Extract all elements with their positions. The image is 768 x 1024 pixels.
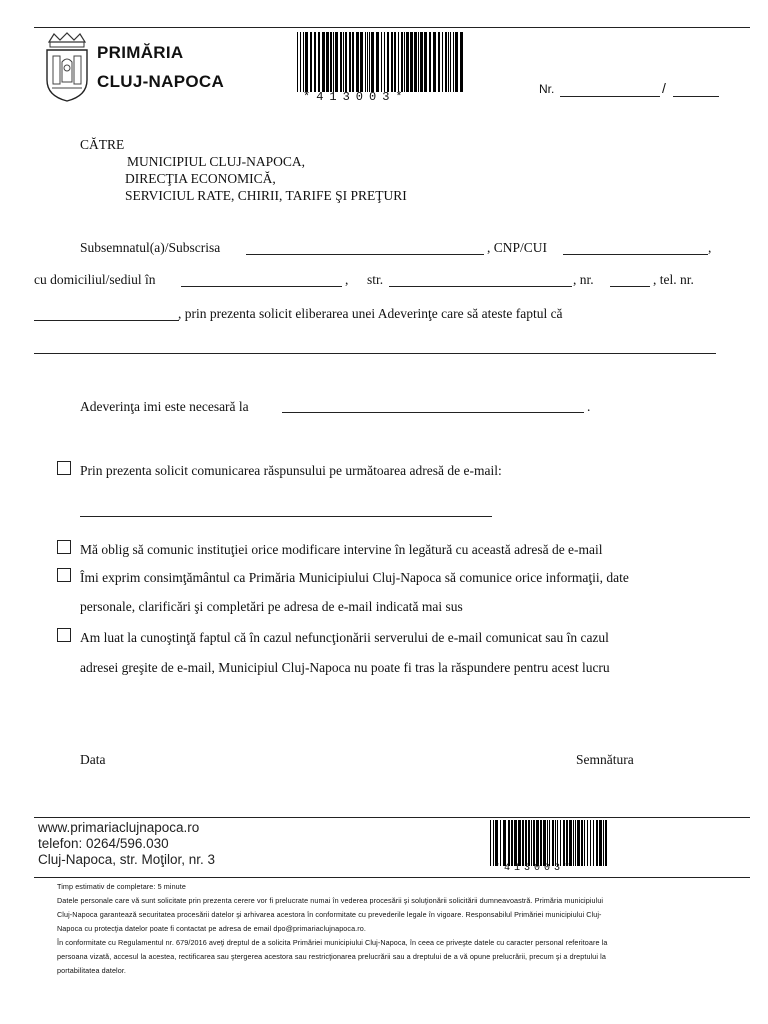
barcode-bar bbox=[410, 32, 413, 92]
barcode-bar bbox=[305, 32, 308, 92]
email-field[interactable] bbox=[80, 502, 492, 517]
email-request-label: Prin prezenta solicit comunicarea răspunsului pe următoarea adresă de e-mail: bbox=[80, 463, 502, 478]
org-name-line2: CLUJ-NAPOCA bbox=[97, 72, 225, 91]
luat-checkbox[interactable] bbox=[57, 628, 71, 642]
footer-barcode bbox=[490, 820, 608, 866]
barcode-bar bbox=[584, 820, 585, 866]
oblig-label: Mă oblig să comunic instituţiei orice modificare intervine în legătură cu această adresă de e-mail bbox=[80, 542, 603, 557]
barcode-bar bbox=[376, 32, 379, 92]
name-field[interactable] bbox=[246, 240, 484, 255]
barcode-bar bbox=[525, 820, 527, 866]
barcode-bar bbox=[404, 32, 405, 92]
barcode-bar bbox=[406, 32, 409, 92]
barcode-bar bbox=[569, 820, 572, 866]
barcode-bar bbox=[300, 32, 301, 92]
barcode-bar bbox=[581, 820, 583, 866]
barcode-bar bbox=[433, 32, 436, 92]
barcode-bar bbox=[566, 820, 568, 866]
fine-print-line: persoana vizată, accesul la acestea, rectificarea sau ştergerea acestora sau restricţionarea prelucrării sau a dreptului de a vă opune prelucrării, precum şi a dreptului la bbox=[57, 952, 606, 961]
nr-date-field[interactable] bbox=[673, 82, 719, 97]
barcode-bar bbox=[555, 820, 556, 866]
barcode-bar bbox=[493, 820, 494, 866]
barcode-bar bbox=[418, 32, 419, 92]
barcode-bar bbox=[577, 820, 580, 866]
barcode-bar bbox=[384, 32, 385, 92]
fine-print-line: În conformitate cu Regulamentul nr. 679/2016 aveţi dreptul de a solicita Primăriei municipiului Cluj-Napoca, în ceea ce priveşte datele cu caracter personal referitoare la bbox=[57, 938, 608, 947]
barcode-bar bbox=[345, 32, 347, 92]
addressee-line3: SERVICIUL RATE, CHIRII, TARIFE ŞI PREŢURI bbox=[125, 188, 407, 203]
org-name-line1: PRIMĂRIA bbox=[97, 43, 184, 62]
barcode-bar bbox=[398, 32, 399, 92]
barcode-bar bbox=[543, 820, 546, 866]
barcode-bar bbox=[318, 32, 320, 92]
phone-label: , tel. nr. bbox=[653, 272, 694, 287]
purpose-field[interactable] bbox=[34, 353, 716, 354]
street-label: str. bbox=[367, 272, 384, 287]
barcode-bar bbox=[371, 32, 374, 92]
barcode-bar bbox=[414, 32, 417, 92]
barcode-bar bbox=[349, 32, 351, 92]
barcode-bar bbox=[549, 820, 550, 866]
street-field[interactable] bbox=[389, 272, 572, 287]
barcode-bar bbox=[547, 820, 548, 866]
barcode-bar bbox=[531, 820, 532, 866]
barcode-bar bbox=[424, 32, 427, 92]
destination-field[interactable] bbox=[282, 398, 584, 413]
barcode-bar bbox=[503, 820, 506, 866]
barcode-bar bbox=[536, 820, 539, 866]
barcode-bar bbox=[563, 820, 565, 866]
barcode-bar bbox=[352, 32, 354, 92]
barcode-bar bbox=[557, 820, 558, 866]
necesara-label: Adeverinţa imi este necesară la bbox=[80, 399, 249, 414]
barcode-bar bbox=[391, 32, 393, 92]
locality-field[interactable] bbox=[181, 272, 342, 287]
barcode-bar bbox=[356, 32, 359, 92]
barcode-bar bbox=[333, 32, 334, 92]
locality-comma: , bbox=[345, 272, 349, 287]
barcode-bar bbox=[590, 820, 591, 866]
barcode-bar bbox=[303, 32, 304, 92]
number-field[interactable] bbox=[610, 272, 650, 287]
barcode-bar bbox=[387, 32, 389, 92]
barcode-bar bbox=[508, 820, 510, 866]
phone-field[interactable] bbox=[34, 306, 179, 321]
footer-website: www.primariaclujnapoca.ro bbox=[38, 820, 200, 835]
barcode-bar bbox=[453, 32, 454, 92]
barcode-bar bbox=[455, 32, 458, 92]
barcode-bar bbox=[429, 32, 431, 92]
barcode-bar bbox=[573, 820, 574, 866]
barcode-bar bbox=[500, 820, 501, 866]
barcode-bar bbox=[420, 32, 423, 92]
luat-label-line2: adresei greşite de e-mail, Municipiul Cluj-Napoca nu poate fi tras la răspundere pentru acest lucru bbox=[80, 660, 610, 675]
cnp-comma: , bbox=[708, 240, 712, 255]
footer-top-rule bbox=[34, 817, 750, 818]
barcode-bar bbox=[540, 820, 542, 866]
barcode-bar bbox=[360, 32, 363, 92]
number-label: , nr. bbox=[573, 272, 594, 287]
barcode-bar bbox=[330, 32, 332, 92]
addressee-to: CĂTRE bbox=[80, 137, 125, 152]
fine-print-time: Timp estimativ de completare: 5 minute bbox=[57, 882, 186, 891]
signature-label: Semnătura bbox=[576, 752, 634, 767]
barcode-bar bbox=[596, 820, 598, 866]
barcode-bar bbox=[369, 32, 370, 92]
footer-bottom-rule bbox=[34, 877, 750, 878]
footer-address: Cluj-Napoca, str. Moţilor, nr. 3 bbox=[38, 852, 216, 867]
consimt-label-line2: personale, clarificări şi completări pe adresa de e-mail indicată mai sus bbox=[80, 599, 463, 614]
fine-print-line: portabilitatea datelor. bbox=[57, 966, 127, 975]
barcode-bar bbox=[605, 820, 607, 866]
date-label: Data bbox=[80, 752, 106, 767]
barcode-bar bbox=[438, 32, 440, 92]
necesara-period: . bbox=[587, 399, 591, 414]
barcode-bar bbox=[460, 32, 463, 92]
solicit-text: , prin prezenta solicit eliberarea unei Adeverinţe care să ateste faptul că bbox=[178, 306, 563, 321]
barcode-bar bbox=[518, 820, 521, 866]
barcode-bar bbox=[314, 32, 316, 92]
barcode-bar bbox=[394, 32, 396, 92]
barcode-bar bbox=[599, 820, 602, 866]
addressee-line2: DIRECŢIA ECONOMICĂ, bbox=[125, 171, 276, 186]
barcode-bar bbox=[522, 820, 524, 866]
barcode-bar bbox=[495, 820, 498, 866]
footer-barcode-text: *413003* bbox=[494, 863, 575, 874]
fine-print-line: Cluj-Napoca garantează securitatea procesării datelor şi arhivarea acestora în conformitate cu prevederile legale în vigoare. Responsabilul Primăriei municipiului Cluj- bbox=[57, 910, 602, 919]
barcode-bar bbox=[322, 32, 325, 92]
barcode-bar bbox=[587, 820, 588, 866]
barcode-bar bbox=[593, 820, 594, 866]
barcode-bar bbox=[575, 820, 576, 866]
footer-phone: telefon: 0264/596.030 bbox=[38, 836, 169, 851]
barcode-bar bbox=[343, 32, 344, 92]
barcode-bar bbox=[450, 32, 451, 92]
cnp-field[interactable] bbox=[563, 240, 708, 255]
fine-print-line: Napoca cu protecţia datelor poate fi contactat pe adresa de email dpo@primariaclujnapoca.ro. bbox=[57, 924, 366, 933]
barcode-bar bbox=[448, 32, 449, 92]
fine-print-line: Datele personale care vă sunt solicitate prin prezenta cerere vor fi prelucrate numai în vederea procesării şi soluţionării solicitării dumneavoastră. Primăria municipiului bbox=[57, 896, 604, 905]
header-top-rule bbox=[34, 27, 750, 28]
barcode-bar bbox=[528, 820, 530, 866]
barcode-bar bbox=[514, 820, 517, 866]
barcode-bar bbox=[326, 32, 329, 92]
barcode-bar bbox=[552, 820, 554, 866]
barcode-bar bbox=[310, 32, 312, 92]
barcode-bar bbox=[340, 32, 342, 92]
cnp-label: , CNP/CUI bbox=[487, 240, 548, 255]
email-request-checkbox[interactable] bbox=[57, 461, 71, 475]
domiciliu-label: cu domiciliul/sediul în bbox=[34, 272, 156, 287]
barcode-bar bbox=[335, 32, 338, 92]
barcode-bar bbox=[367, 32, 368, 92]
barcode-bar bbox=[297, 32, 298, 92]
barcode-bar bbox=[603, 820, 604, 866]
barcode-bar bbox=[490, 820, 491, 866]
registration-barcode-text: *413003* bbox=[303, 90, 409, 104]
nr-label: Nr. bbox=[539, 82, 555, 96]
barcode-bar bbox=[442, 32, 443, 92]
coat-of-arms-icon bbox=[42, 32, 92, 102]
consimt-checkbox[interactable] bbox=[57, 568, 71, 582]
oblig-checkbox[interactable] bbox=[57, 540, 71, 554]
barcode-bar bbox=[560, 820, 561, 866]
barcode-bar bbox=[365, 32, 366, 92]
barcode-bar bbox=[511, 820, 513, 866]
barcode-bar bbox=[445, 32, 447, 92]
barcode-bar bbox=[381, 32, 382, 92]
barcode-bar bbox=[401, 32, 403, 92]
nr-separator: / bbox=[662, 80, 666, 96]
consimt-label-line1: Îmi exprim consimţământul ca Primăria Municipiului Cluj-Napoca să comunice orice informaţii, date bbox=[80, 570, 629, 585]
addressee-line1: MUNICIPIUL CLUJ-NAPOCA, bbox=[127, 154, 306, 169]
luat-label-line1: Am luat la cunoştinţă faptul că în cazul nefuncţionării serverului de e-mail comunicat sau în cazul bbox=[80, 630, 609, 645]
registration-barcode bbox=[297, 32, 464, 92]
nr-field[interactable] bbox=[560, 82, 660, 97]
subsemnatul-label: Subsemnatul(a)/Subscrisa bbox=[80, 240, 221, 255]
barcode-bar bbox=[533, 820, 535, 866]
